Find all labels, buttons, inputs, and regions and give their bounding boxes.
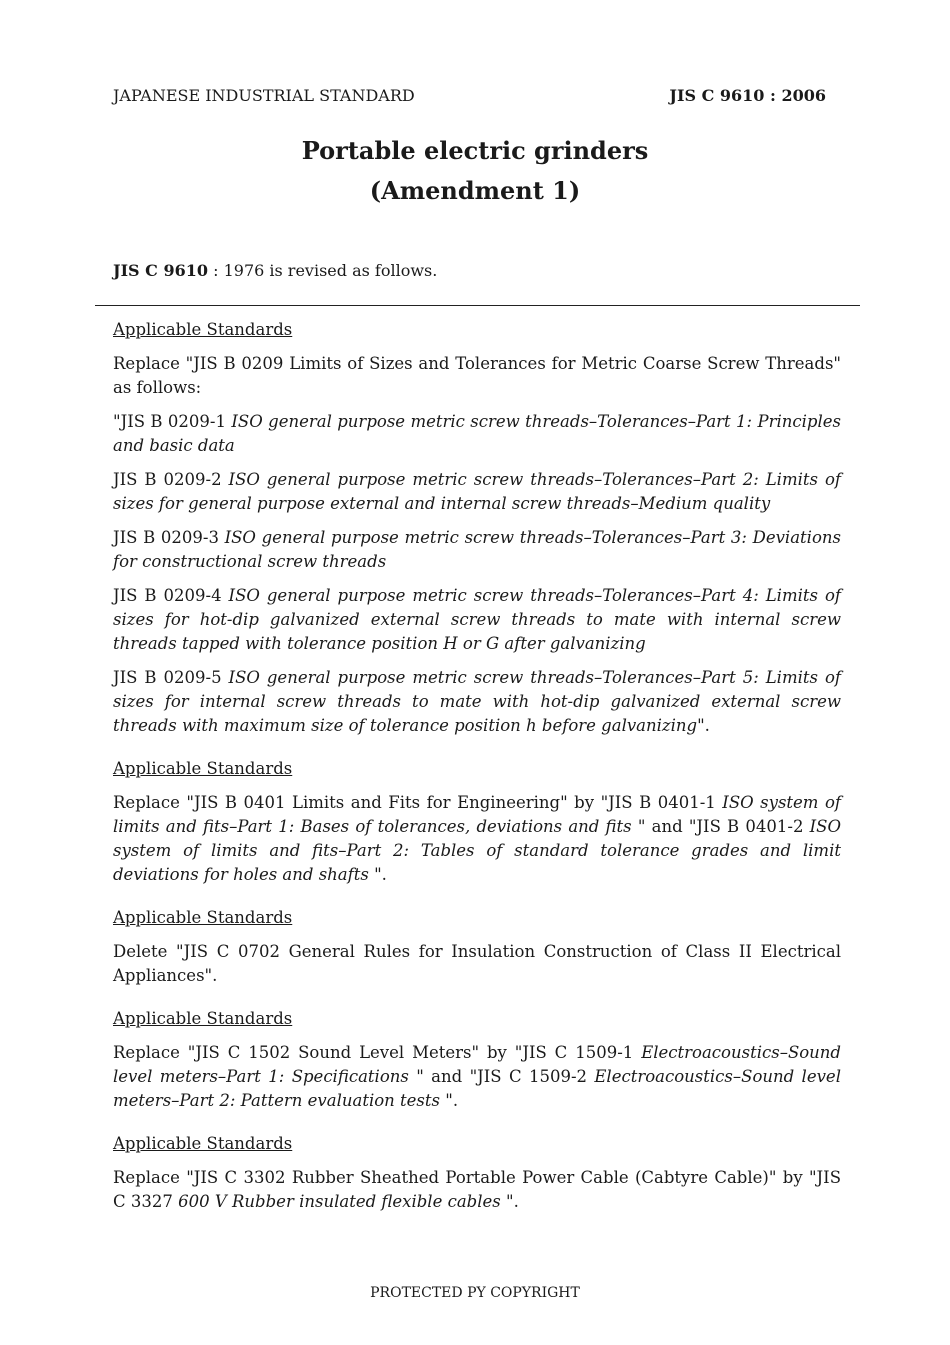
section-heading: Applicable Standards	[113, 320, 293, 339]
standard-title: ISO system of limits and fits–Part 2: Tables of standard tolerance grades and limit deviations for holes and shafts	[113, 817, 841, 884]
text-run: ".	[368, 865, 387, 884]
document-body	[113, 318, 841, 1224]
standard-code: JIS B 0209-3	[113, 528, 225, 547]
standard-code: JIS B 0209-5	[113, 668, 229, 687]
section-heading: Applicable Standards	[113, 1134, 293, 1153]
intro-line	[113, 261, 437, 280]
standard-tail: ".	[697, 716, 710, 735]
text-run: " and "JIS C 1509-2	[408, 1067, 595, 1086]
horizontal-rule	[95, 305, 860, 306]
section-paragraph	[113, 1166, 841, 1214]
header-standard-label: JAPANESE INDUSTRIAL STANDARD	[113, 86, 415, 105]
standard-list-item	[113, 526, 841, 574]
text-run: Replace "JIS B 0401 Limits and Fits for Engineering" by "JIS B 0401-1	[113, 793, 723, 812]
section-heading: Applicable Standards	[113, 908, 293, 927]
standard-title: Electroacoustics–Sound level meters–Part 1: Specifications	[113, 1043, 841, 1086]
text-run: Replace "JIS C 1502 Sound Level Meters" by "JIS C 1509-1	[113, 1043, 642, 1062]
section-paragraph	[113, 1041, 841, 1113]
standard-title: ISO general purpose metric screw threads–Tolerances–Part 4: Limits of sizes for hot-dip galvanized external screw threads to mate with internal screw threads tapped with tolerance position H or G after galvanizing	[113, 586, 841, 653]
text-run: Replace "JIS C 3302 Rubber Sheathed Portable Power Cable (Cabtyre Cable)" by "JIS C 3327	[113, 1168, 841, 1211]
standard-title: ISO general purpose metric screw threads–Tolerances–Part 5: Limits of sizes for internal screw threads to mate with hot-dip galvanized external screw threads with maximum size of tolerance position h before galvanizing	[113, 668, 841, 735]
intro-text: : 1976 is revised as follows.	[208, 261, 438, 280]
standard-title: ISO system of limits and fits–Part 1: Bases of tolerances, deviations and fits	[113, 793, 841, 836]
standard-list-item	[113, 584, 841, 656]
standard-list-item	[113, 410, 841, 458]
intro-code: JIS C 9610	[113, 261, 209, 280]
section-heading: Applicable Standards	[113, 1009, 293, 1028]
standard-code: JIS B 0209-2	[113, 470, 229, 489]
standard-list-item	[113, 666, 841, 738]
copyright-footer: PROTECTED PY COPYRIGHT	[370, 1285, 580, 1301]
standard-code: JIS B 0209-4	[113, 586, 229, 605]
header-standard-number: JIS C 9610 : 2006	[669, 86, 826, 105]
standard-title: Electroacoustics–Sound level meters–Part 2: Pattern evaluation tests	[113, 1067, 841, 1110]
section-paragraph: Replace "JIS B 0209 Limits of Sizes and Tolerances for Metric Coarse Screw Threads" as follows:	[113, 354, 841, 397]
text-run: " and "JIS B 0401-2	[631, 817, 810, 836]
text-run: ".	[440, 1091, 459, 1110]
section-paragraph: Delete "JIS C 0702 General Rules for Insulation Construction of Class II Electrical Appliances".	[113, 942, 841, 985]
standard-code: "JIS B 0209-1	[113, 412, 232, 431]
standard-title: ISO general purpose metric screw threads–Tolerances–Part 3: Deviations for constructional screw threads	[113, 528, 841, 571]
section-paragraph	[113, 791, 841, 887]
standard-title: ISO general purpose metric screw threads–Tolerances–Part 1: Principles and basic data	[113, 412, 841, 455]
standard-title: 600 V Rubber insulated flexible cables	[178, 1192, 501, 1211]
document-subtitle: (Amendment 1)	[369, 176, 581, 205]
standard-list-item	[113, 468, 841, 516]
document-title: Portable electric grinders	[301, 136, 649, 165]
text-run: ".	[500, 1192, 519, 1211]
section-heading: Applicable Standards	[113, 759, 293, 778]
standard-title: ISO general purpose metric screw threads–Tolerances–Part 2: Limits of sizes for general purpose external and internal screw threads–Medium quality	[113, 470, 841, 513]
